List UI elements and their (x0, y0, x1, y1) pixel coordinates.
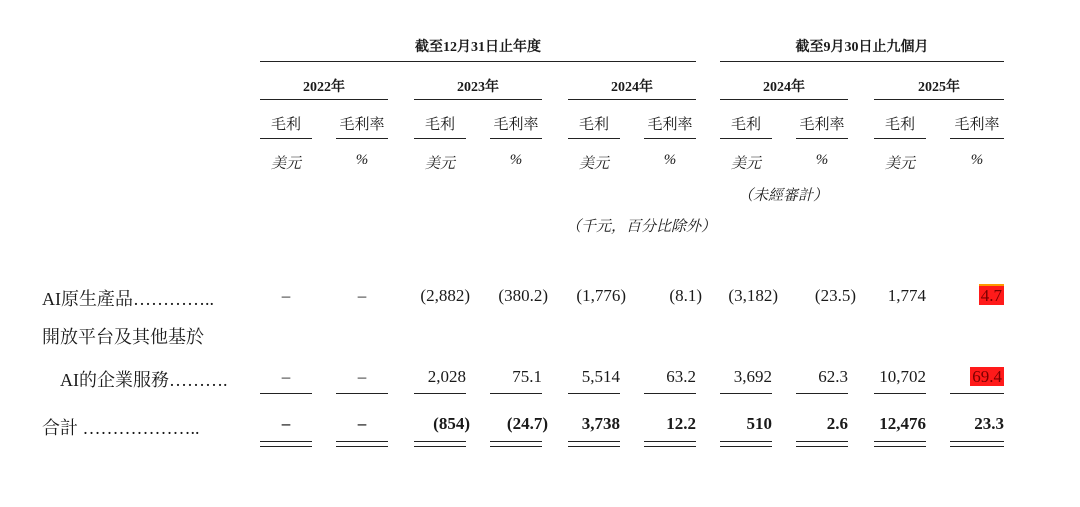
cell-value: – (357, 367, 367, 386)
cell-value: (380.2) (498, 286, 548, 305)
cell-value-highlighted: 69.4 (972, 367, 1002, 386)
cell-value: 2,028 (427, 367, 466, 386)
cell-value: 63.2 (666, 367, 696, 386)
cell-value: 23.3 (974, 414, 1004, 433)
group-underline-nine-months (720, 61, 1004, 62)
unit-usd: 美元 (270, 156, 301, 172)
cell-value: – (357, 286, 367, 305)
cell-value: 75.1 (512, 367, 542, 386)
year-header-2024: 2024年 (611, 80, 653, 95)
cell-value: 62.3 (818, 367, 848, 386)
col-gross-margin: 毛利率 (799, 117, 845, 133)
group-underline-annual (260, 61, 696, 62)
col-gross-profit: 毛利 (730, 117, 761, 133)
cell-value: 10,702 (879, 367, 926, 386)
year-underline (568, 99, 696, 100)
row-label-ai-native-products: AI原生產品………….. (42, 289, 214, 309)
year-underline (720, 99, 848, 100)
col-gross-profit: 毛利 (884, 117, 915, 133)
group-header-nine-months: 截至9月30日止九個月 (795, 40, 929, 55)
cell-value: – (281, 414, 291, 433)
unit-pct: % (509, 152, 523, 168)
cell-value: (23.5) (814, 286, 856, 305)
col-gross-margin: 毛利率 (493, 117, 539, 133)
unit-usd: 美元 (578, 156, 609, 172)
cell-value: 1,774 (887, 286, 926, 305)
col-gross-profit: 毛利 (578, 117, 609, 133)
thousands-note: （千元，百分比除外） (566, 219, 717, 235)
cell-value: 5,514 (581, 367, 620, 386)
cell-value: (854) (433, 414, 470, 433)
cell-value: (24.7) (506, 414, 548, 433)
col-gross-margin: 毛利率 (647, 117, 693, 133)
row-label-total: 合計 ……………….. (42, 418, 200, 438)
unit-usd: 美元 (884, 156, 915, 172)
year-underline (414, 99, 542, 100)
cell-value: 12.2 (666, 414, 696, 433)
year-header-2024-nine-months: 2024年 (763, 80, 805, 95)
unit-pct: % (970, 152, 984, 168)
cell-value: 2.6 (826, 414, 848, 433)
year-header-2025: 2025年 (918, 80, 960, 95)
unit-pct: % (815, 152, 829, 168)
row-label-open-platform-line2: AI的企業服務………. (60, 370, 228, 390)
cell-value: (8.1) (669, 286, 702, 305)
cell-value: – (281, 367, 291, 386)
cell-value: (2,882) (420, 286, 470, 305)
col-gross-margin: 毛利率 (339, 117, 385, 133)
year-header-2023: 2023年 (457, 80, 499, 95)
group-header-annual: 截至12月31日止年度 (415, 40, 541, 55)
year-underline (874, 99, 1004, 100)
unit-usd: 美元 (424, 156, 455, 172)
cell-value: 3,692 (733, 367, 772, 386)
unaudited-note: （未經審計） (738, 188, 829, 204)
year-underline (260, 99, 388, 100)
cell-value: (3,182) (728, 286, 778, 305)
unit-usd: 美元 (730, 156, 761, 172)
col-gross-profit: 毛利 (424, 117, 455, 133)
col-gross-profit: 毛利 (270, 117, 301, 133)
cell-value: (1,776) (576, 286, 626, 305)
unit-pct: % (355, 152, 369, 168)
row-label-open-platform-line1: 開放平台及其他基於 (42, 327, 204, 347)
cell-value: 12,476 (879, 414, 926, 433)
cell-value: – (281, 286, 291, 305)
cell-value: – (357, 414, 367, 433)
cell-value: 3,738 (581, 414, 620, 433)
unit-pct: % (663, 152, 677, 168)
cell-value: 510 (746, 414, 772, 433)
col-gross-margin: 毛利率 (954, 117, 1000, 133)
cell-value-highlighted: 4.7 (980, 286, 1002, 305)
year-header-2022: 2022年 (303, 80, 345, 95)
